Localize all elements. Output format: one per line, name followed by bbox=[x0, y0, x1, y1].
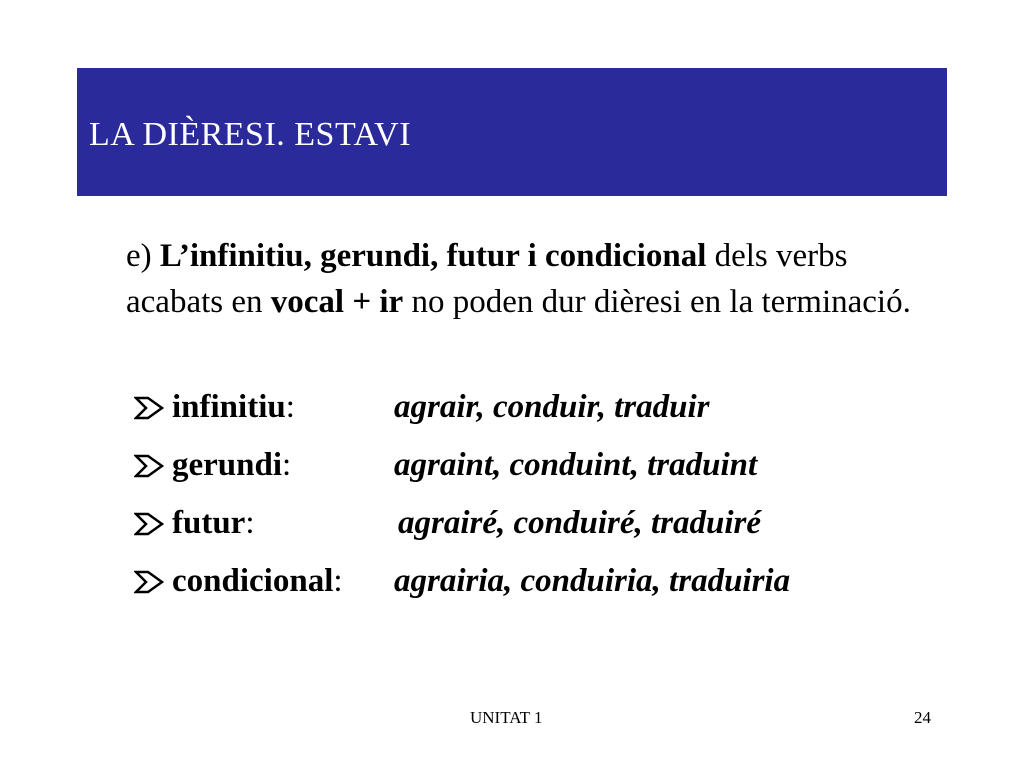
footer-unit-label: UNITAT 1 bbox=[470, 708, 543, 727]
term-colon: : bbox=[333, 563, 343, 599]
paragraph-text-2: no poden dur dièresi en la terminació. bbox=[403, 284, 911, 320]
term-colon: : bbox=[245, 505, 255, 541]
arrow-bullet-icon bbox=[134, 568, 166, 596]
paragraph-bold-ending: vocal + ir bbox=[270, 284, 404, 320]
title-bar bbox=[77, 68, 947, 196]
paragraph-prefix: e) bbox=[126, 238, 160, 274]
term-label: gerundi bbox=[172, 447, 283, 483]
intro-paragraph bbox=[126, 233, 926, 325]
arrow-bullet-icon bbox=[134, 510, 166, 538]
arrow-bullet-icon bbox=[134, 452, 166, 480]
term-label: condicional bbox=[172, 563, 334, 599]
slide-title: LA DIÈRESI. ESTAVI bbox=[89, 116, 412, 153]
verb-forms: agrair, conduir, traduir bbox=[394, 389, 710, 425]
term-label: infinitiu bbox=[172, 389, 286, 425]
term-colon: : bbox=[285, 389, 295, 425]
paragraph-bold-verbs: L’infinitiu, gerundi, futur i condicional bbox=[159, 238, 707, 274]
page-number: 24 bbox=[914, 708, 931, 727]
arrow-bullet-icon bbox=[134, 394, 166, 422]
verb-forms: agrairia, conduiria, traduiria bbox=[394, 563, 791, 599]
verb-forms: agraint, conduint, traduint bbox=[394, 447, 758, 483]
term-label: futur bbox=[172, 505, 246, 541]
paragraph-text-1: dels verbs acabats en bbox=[126, 238, 848, 320]
term-colon: : bbox=[282, 447, 292, 483]
verb-forms: agrairé, conduiré, traduiré bbox=[398, 505, 762, 541]
